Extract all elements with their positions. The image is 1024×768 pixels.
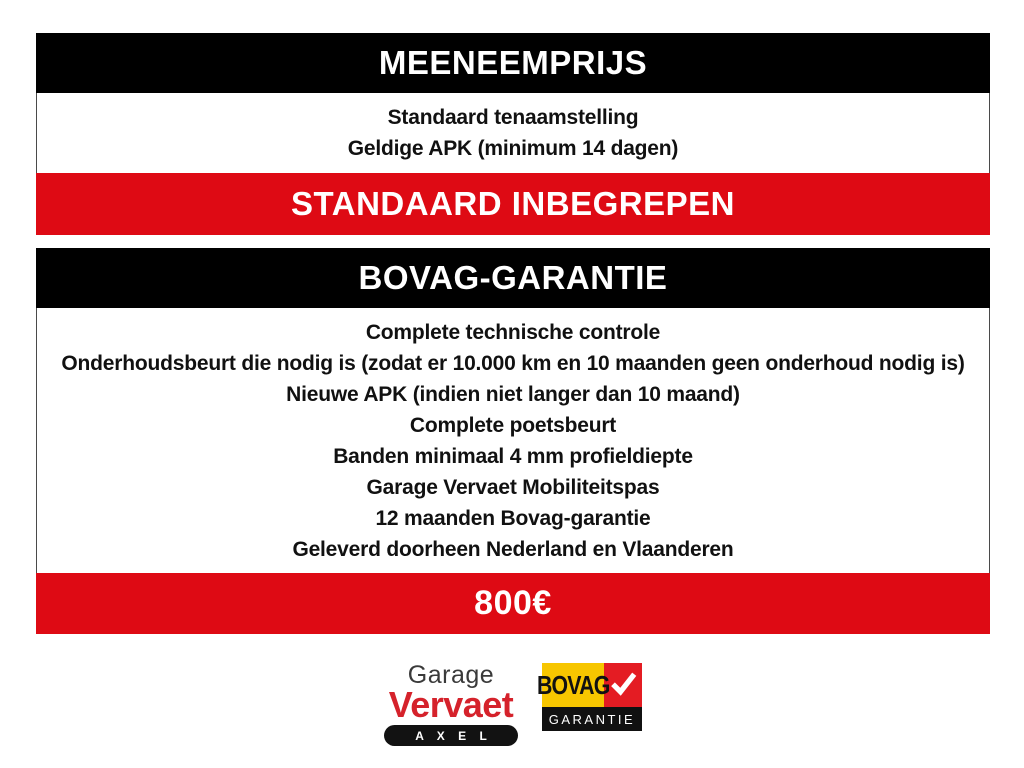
garage-vervaet-logo-vervaet: Vervaet — [388, 684, 514, 725]
bovag-logo-red-box — [604, 663, 642, 707]
price-label: 800€ — [474, 584, 552, 622]
checkmark-icon — [608, 668, 638, 703]
garantie-item: Complete technische controle — [365, 321, 661, 344]
garantie-item: Banden minimaal 4 mm profieldiepte — [333, 445, 693, 468]
meeneemprijs-item: Geldige APK (minimum 14 dagen) — [347, 137, 679, 160]
flyer-sheet — [36, 33, 990, 746]
bovag-logo-word: BOVAG — [536, 669, 610, 700]
bovag-garantie-title: BOVAG-GARANTIE — [358, 259, 668, 296]
standaard-inbegrepen-label: STANDAARD INBEGREPEN — [291, 185, 735, 222]
garage-vervaet-logo — [384, 663, 518, 746]
logo-row — [36, 663, 990, 746]
garantie-item: Geleverd doorheen Nederland en Vlaanderen — [292, 538, 734, 561]
bovag-logo-garantie-bar: GARANTIE — [542, 707, 642, 731]
bovag-garantie-header-bar — [36, 248, 990, 308]
garantie-item: Nieuwe APK (indien niet langer dan 10 maand) — [286, 383, 740, 406]
bovag-garantie-logo — [536, 663, 642, 731]
garage-vervaet-logo-garage: Garage — [407, 661, 495, 689]
meeneemprijs-panel — [36, 33, 990, 235]
price-bar — [36, 573, 990, 634]
bovag-garantie-content-box — [36, 308, 990, 573]
bovag-logo-yellow-box — [536, 663, 610, 707]
meeneemprijs-title: MEENEEMPRIJS — [378, 44, 648, 81]
meeneemprijs-item: Standaard tenaamstelling — [387, 106, 639, 129]
axel-badge: A X E L — [384, 725, 518, 746]
bovag-garantie-panel — [36, 248, 990, 634]
standaard-inbegrepen-bar — [36, 173, 990, 235]
garantie-item: 12 maanden Bovag-garantie — [375, 507, 651, 530]
meeneemprijs-header-bar — [36, 33, 990, 93]
garantie-item: Garage Vervaet Mobiliteitspas — [366, 476, 660, 499]
garantie-item: Complete poetsbeurt — [409, 414, 617, 437]
garantie-item: Onderhoudsbeurt die nodig is (zodat er 10.000 km en 10 maanden geen onderhoud nodig is) — [61, 352, 965, 375]
meeneemprijs-content-box — [36, 93, 990, 173]
